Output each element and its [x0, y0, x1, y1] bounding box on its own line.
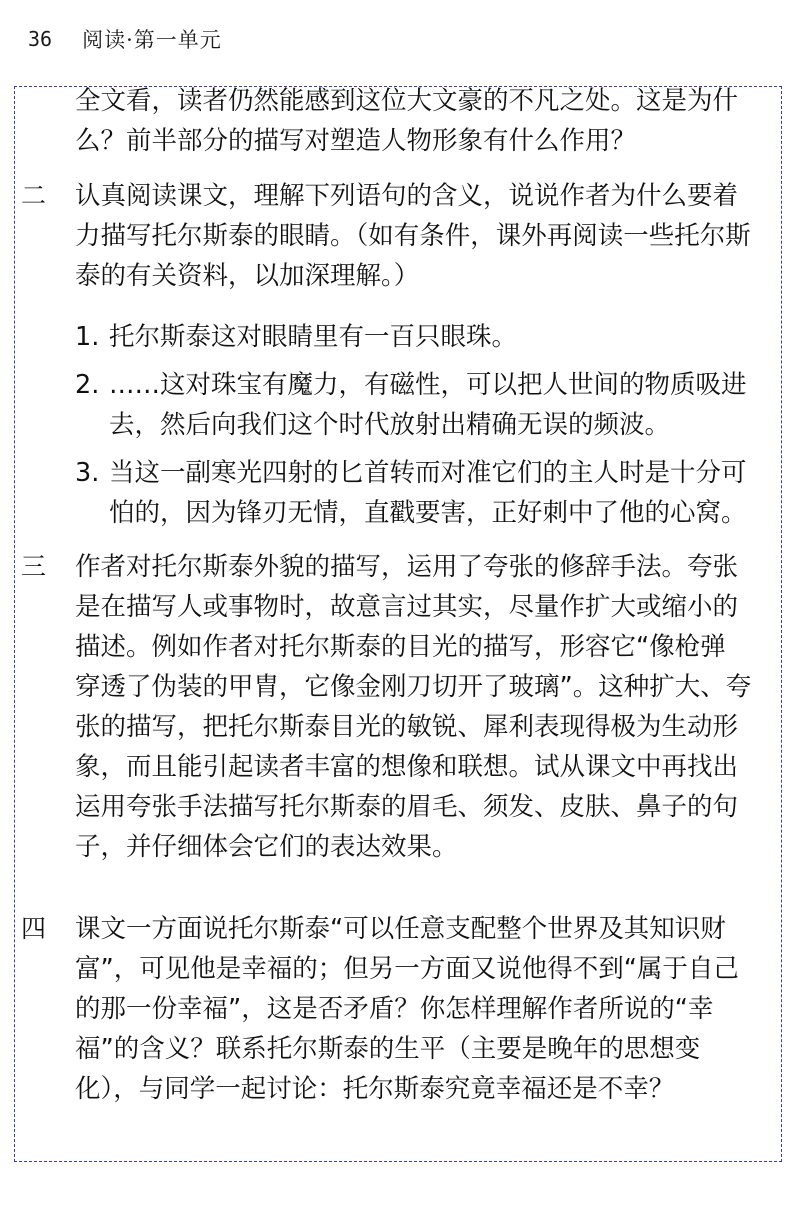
- item-text: ……这对珠宝有魔力，有磁性，可以把人世间的物质吸进: [109, 370, 747, 400]
- text-line: [75, 453, 771, 493]
- item-number: 1.: [75, 322, 100, 352]
- question-marker-3: 三: [21, 552, 47, 581]
- item-text: 当这一副寒光四射的匕首转而对准它们的主人时是十分可: [109, 458, 747, 488]
- question-4: [75, 909, 771, 1109]
- text-line: 化），与同学一起讨论：托尔斯泰究竟幸福还是不幸？: [75, 1074, 675, 1104]
- question-marker-2: 二: [21, 181, 47, 210]
- text-line: [75, 365, 771, 405]
- text-line: 象，而且能引起读者丰富的想像和联想。试从课文中再找出: [75, 752, 739, 782]
- text-line: 的那一份幸福”，这是否矛盾？你怎样理解作者所说的“幸: [75, 994, 714, 1024]
- question-3: [75, 547, 771, 867]
- page-number: 36: [28, 27, 53, 51]
- text-line: 富”，可见他是幸福的；但另一方面又说他得不到“属于自己: [75, 954, 739, 984]
- question-2: [75, 176, 771, 296]
- question-2-item-1: [75, 317, 771, 357]
- item-text: 托尔斯泰这对眼睛里有一百只眼珠。: [109, 322, 518, 352]
- running-title: 阅读·第一单元: [82, 28, 222, 52]
- text-line: 课文一方面说托尔斯泰“可以任意支配整个世界及其知识财: [75, 914, 726, 944]
- text-line: 泰的有关资料，以加深理解。）: [75, 261, 420, 291]
- question-2-item-2: [75, 365, 771, 445]
- text-line: 作者对托尔斯泰外貌的描写，运用了夸张的修辞手法。夸张: [75, 552, 739, 582]
- text-line: 去，然后向我们这个时代放射出精确无误的频波。: [109, 410, 671, 440]
- content-frame: [14, 86, 782, 1162]
- page-header: [28, 24, 222, 54]
- continuation-paragraph: [75, 87, 771, 161]
- text-line: 子，并仔细体会它们的表达效果。: [75, 832, 458, 862]
- text-line: 力描写托尔斯泰的眼睛。（如有条件，课外再阅读一些托尔斯: [75, 221, 751, 251]
- text-line: 穿透了伪装的甲胄，它像金刚刀切开了玻璃”。这种扩大、夸: [75, 672, 752, 702]
- text-line: 运用夸张手法描写托尔斯泰的眉毛、须发、皮肤、鼻子的句: [75, 792, 739, 822]
- text-line: 认真阅读课文，理解下列语句的含义，说说作者为什么要着: [75, 181, 739, 211]
- question-2-item-3: [75, 453, 771, 533]
- question-marker-4: 四: [21, 914, 47, 943]
- text-line: 描述。例如作者对托尔斯泰的目光的描写，形容它“像枪弹: [75, 632, 726, 662]
- text-line: 张的描写，把托尔斯泰目光的敏锐、犀利表现得极为生动形: [75, 712, 739, 742]
- text-line: 福”的含义？联系托尔斯泰的生平（主要是晚年的思想变: [75, 1034, 701, 1064]
- text-line: [75, 317, 771, 357]
- text-line: 全文看，读者仍然能感到这位大文豪的不凡之处。这是为什: [75, 87, 739, 116]
- exercise-text: [15, 87, 781, 1161]
- item-number: 3.: [75, 458, 100, 488]
- text-line: 怕的，因为锋刃无情，直戳要害，正好刺中了他的心窝。: [109, 498, 747, 528]
- text-line: 么？前半部分的描写对塑造人物形象有什么作用？: [75, 126, 637, 156]
- item-number: 2.: [75, 370, 100, 400]
- text-line: 是在描写人或事物时，故意言过其实，尽量作扩大或缩小的: [75, 592, 739, 622]
